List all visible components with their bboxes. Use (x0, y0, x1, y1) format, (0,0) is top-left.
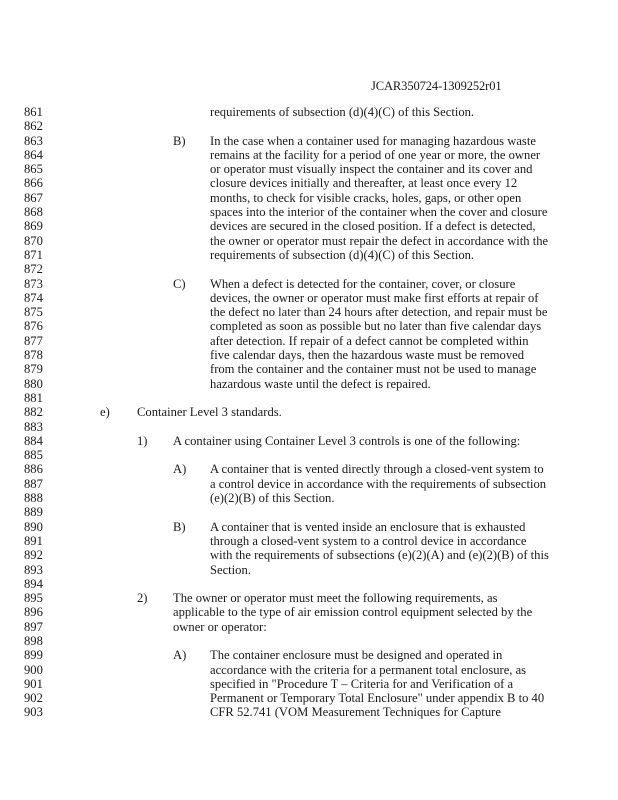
document-line (0, 176, 618, 190)
line-text: The owner or operator must meet the following requirements, as (173, 591, 498, 606)
line-text: owner or operator: (173, 619, 267, 634)
document-line (0, 234, 618, 248)
line-text: devices, the owner or operator must make first efforts at repair of (210, 290, 539, 305)
line-text: Container Level 3 standards. (137, 405, 282, 420)
line-text: through a closed-vent system to a control device in accordance (210, 533, 527, 548)
document-line (0, 563, 618, 577)
document-line (0, 205, 618, 219)
line-number: 872 (24, 262, 43, 277)
line-text: A container using Container Level 3 controls is one of the following: (173, 433, 521, 448)
document-line (0, 162, 618, 176)
line-number: 896 (24, 605, 43, 620)
line-number: 861 (24, 105, 43, 119)
document-line (0, 591, 618, 605)
line-text: a control device in accordance with the requirements of subsection (210, 476, 547, 491)
line-text: hazardous waste until the defect is repaired. (210, 376, 431, 391)
document-line (0, 648, 618, 662)
numbered-document-body (0, 105, 618, 720)
line-text: or operator must visually inspect the container and its cover and (210, 162, 533, 177)
line-number: 865 (24, 162, 43, 177)
document-line (0, 119, 618, 133)
line-number: 902 (24, 691, 43, 706)
document-line (0, 420, 618, 434)
line-number: 900 (24, 662, 43, 677)
line-number: 878 (24, 348, 43, 363)
line-number: 883 (24, 419, 43, 434)
document-line (0, 305, 618, 319)
line-number: 875 (24, 305, 43, 320)
document-line (0, 319, 618, 333)
list-item-label: C) (173, 276, 186, 291)
line-number: 894 (24, 576, 43, 591)
line-number: 891 (24, 533, 43, 548)
line-text: Section. (210, 562, 251, 577)
line-number: 866 (24, 176, 43, 191)
line-number: 870 (24, 233, 43, 248)
line-number: 885 (24, 448, 43, 463)
line-text: specified in "Procedure T – Criteria for and Verification of a (210, 676, 514, 691)
document-line (0, 262, 618, 276)
list-item-label: A) (173, 648, 187, 663)
document-line (0, 405, 618, 419)
line-text: completed as soon as possible but no later than five calendar days (210, 319, 542, 334)
line-number: 867 (24, 190, 43, 205)
line-text: after detection. If repair of a defect cannot be completed within (210, 333, 529, 348)
document-line (0, 134, 618, 148)
list-item-label: e) (100, 405, 110, 420)
document-line (0, 277, 618, 291)
line-text: When a defect is detected for the container, cover, or closure (210, 276, 516, 291)
line-number: 884 (24, 433, 43, 448)
line-text: with the requirements of subsections (e)(2)(A) and (e)(2)(B) of this (210, 548, 549, 563)
line-text: devices are secured in the closed position. If a defect is detected, (210, 219, 536, 234)
line-text: The container enclosure must be designed and operated in (210, 648, 503, 663)
document-line (0, 148, 618, 162)
line-number: 877 (24, 333, 43, 348)
document-line (0, 534, 618, 548)
line-number: 888 (24, 491, 43, 506)
document-line (0, 105, 618, 119)
line-text: A container that is vented directly through a closed-vent system to (210, 462, 544, 477)
list-item-label: B) (173, 133, 186, 148)
document-line (0, 391, 618, 405)
line-text: spaces into the interior of the container when the cover and closure (210, 205, 548, 220)
line-number: 886 (24, 462, 43, 477)
list-item-label: 1) (137, 433, 148, 448)
document-line (0, 191, 618, 205)
line-number: 892 (24, 548, 43, 563)
document-line (0, 291, 618, 305)
document-line (0, 705, 618, 719)
line-number: 871 (24, 247, 43, 262)
line-number: 890 (24, 519, 43, 534)
document-line (0, 248, 618, 262)
line-number: 882 (24, 405, 43, 420)
document-line (0, 434, 618, 448)
document-line (0, 477, 618, 491)
list-item-label: B) (173, 519, 186, 534)
line-text: months, to check for visible cracks, holes, gaps, or other open (210, 190, 522, 205)
line-number: 879 (24, 362, 43, 377)
document-line (0, 605, 618, 619)
line-text: from the container and the container must not be used to manage (210, 362, 537, 377)
line-number: 899 (24, 648, 43, 663)
line-text: closure devices initially and thereafter, at least once every 12 (210, 176, 518, 191)
line-number: 880 (24, 376, 43, 391)
line-number: 863 (24, 133, 43, 148)
line-number: 898 (24, 633, 43, 648)
list-item-label: 2) (137, 591, 148, 606)
document-line (0, 448, 618, 462)
line-number: 876 (24, 319, 43, 334)
line-text: five calendar days, then the hazardous waste must be removed (210, 348, 525, 363)
line-text: requirements of subsection (d)(4)(C) of this Section. (210, 105, 475, 119)
document-line (0, 663, 618, 677)
document-line (0, 219, 618, 233)
line-number: 868 (24, 205, 43, 220)
line-number: 869 (24, 219, 43, 234)
line-number: 893 (24, 562, 43, 577)
line-text: In the case when a container used for managing hazardous waste (210, 133, 536, 148)
line-number: 862 (24, 119, 43, 134)
document-line (0, 691, 618, 705)
line-number: 889 (24, 505, 43, 520)
document-line (0, 348, 618, 362)
line-text: remains at the facility for a period of one year or more, the owner (210, 147, 541, 162)
line-text: CFR 52.741 (VOM Measurement Techniques for Capture (210, 705, 501, 720)
line-number: 895 (24, 591, 43, 606)
line-text: accordance with the criteria for a permanent total enclosure, as (210, 662, 527, 677)
document-line (0, 620, 618, 634)
line-text: requirements of subsection (d)(4)(C) of this Section. (210, 247, 475, 262)
document-line (0, 377, 618, 391)
document-line (0, 505, 618, 519)
document-line (0, 520, 618, 534)
line-text: A container that is vented inside an enclosure that is exhausted (210, 519, 526, 534)
document-line (0, 491, 618, 505)
list-item-label: A) (173, 462, 187, 477)
line-number: 874 (24, 290, 43, 305)
document-line (0, 362, 618, 376)
line-number: 873 (24, 276, 43, 291)
line-number: 903 (24, 705, 43, 720)
line-number: 864 (24, 147, 43, 162)
line-number: 887 (24, 476, 43, 491)
line-text: the owner or operator must repair the defect in accordance with the (210, 233, 549, 248)
line-number: 901 (24, 676, 43, 691)
document-line (0, 334, 618, 348)
line-number: 897 (24, 619, 43, 634)
document-line (0, 634, 618, 648)
document-line (0, 577, 618, 591)
document-line (0, 462, 618, 476)
document-id-header: JCAR350724-1309252r01 (371, 79, 502, 93)
line-text: applicable to the type of air emission control equipment selected by the (173, 605, 533, 620)
line-text: Permanent or Temporary Total Enclosure" under appendix B to 40 (210, 691, 545, 706)
line-number: 881 (24, 390, 43, 405)
document-line (0, 548, 618, 562)
line-text: the defect no later than 24 hours after detection, and repair must be (210, 305, 548, 320)
document-line (0, 677, 618, 691)
line-text: (e)(2)(B) of this Section. (210, 491, 335, 506)
